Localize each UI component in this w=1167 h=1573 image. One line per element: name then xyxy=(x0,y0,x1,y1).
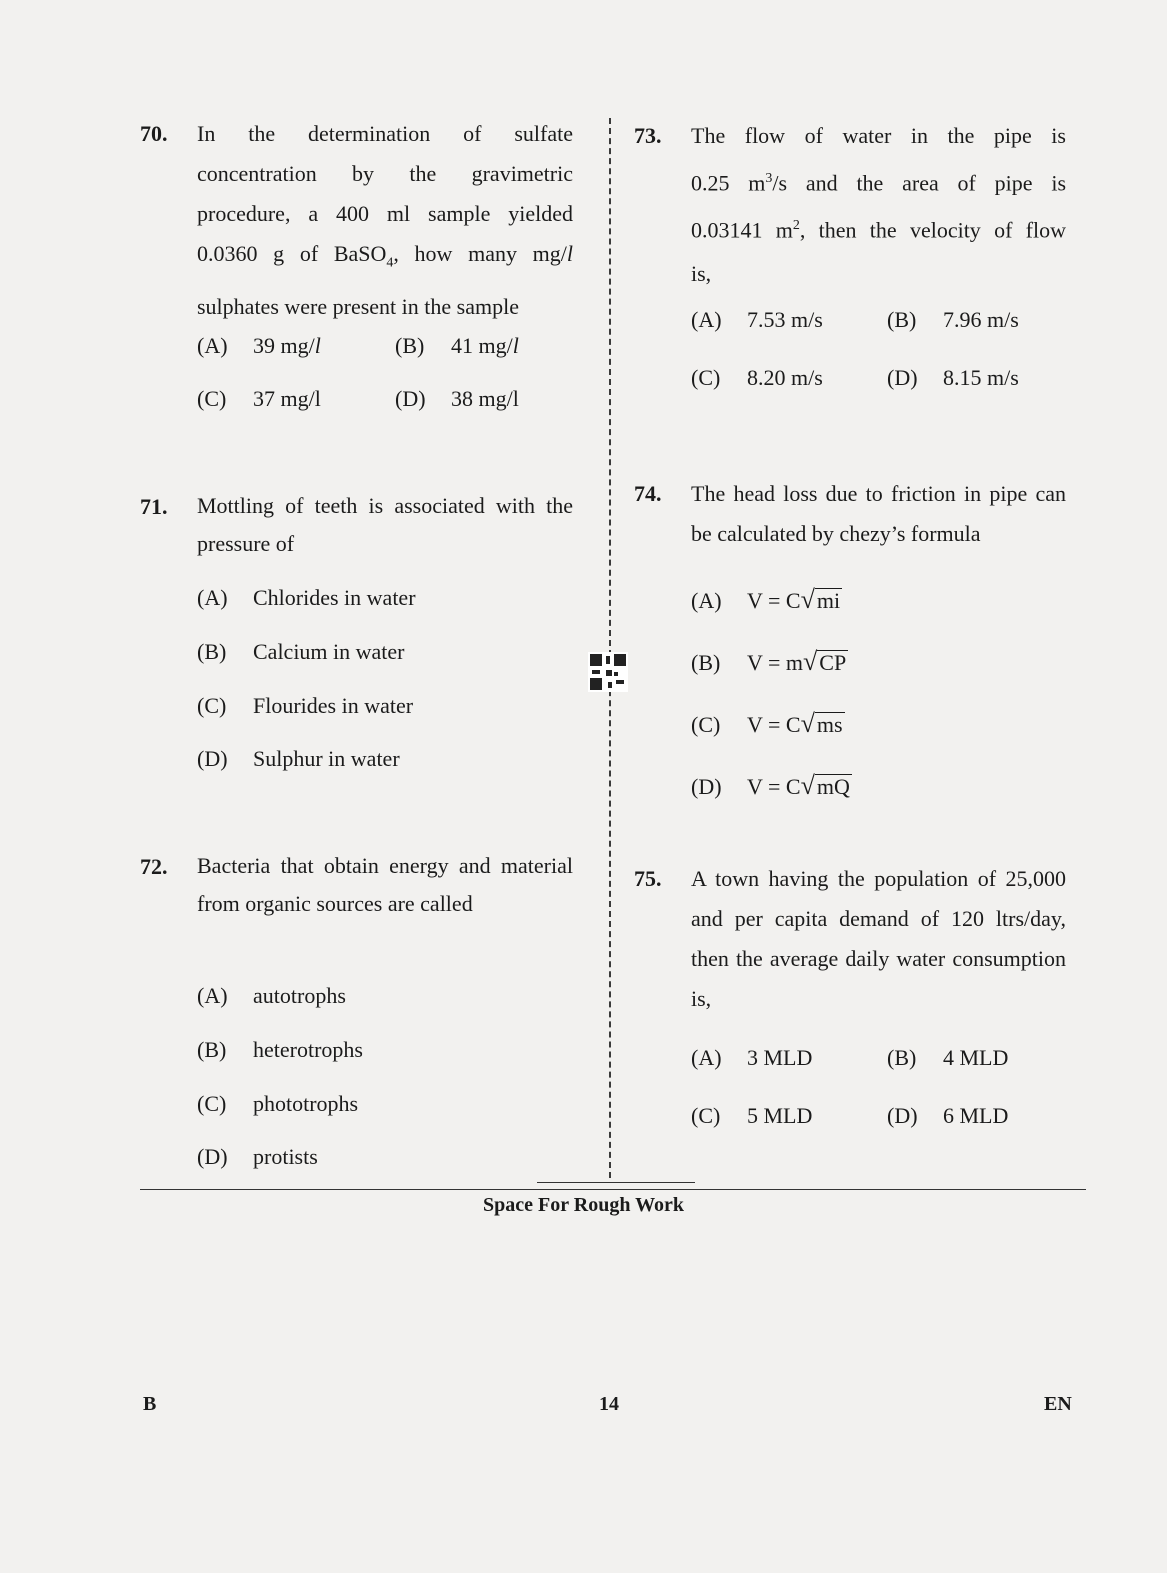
option-d[interactable]: (D) Sulphur in water xyxy=(197,746,400,771)
option-d[interactable]: (D) 38 mg/l xyxy=(395,386,519,411)
option-d[interactable]: (D) protists xyxy=(197,1144,318,1169)
option-c[interactable]: (C) 37 mg/l xyxy=(197,386,321,411)
option-a[interactable]: (A) 3 MLD xyxy=(691,1045,813,1070)
question-text: In the determination of sulfate concentration by the gravimetric procedure, a 400 ml sample yielded 0.0360 g of BaSO$_4$, how many mg/l sulphates were present in the sample xyxy=(197,121,573,320)
option-d[interactable]: (D) 6 MLD xyxy=(887,1103,1009,1128)
option-b[interactable]: (B) 4 MLD xyxy=(887,1045,1009,1070)
question-text: The head loss due to friction in pipe can be calculated by chezy’s formula xyxy=(691,481,1066,546)
question-text: The flow of water in the pipe is 0.25 $m^3/s$ and the area of pipe is 0.03141 $m^2$, then the velocity of flow is, xyxy=(691,123,1067,286)
column-divider xyxy=(609,118,611,1178)
question-number: 70. xyxy=(140,121,168,146)
option-b[interactable]: (B) V = m√CP xyxy=(691,647,847,676)
question-text: A town having the population of 25,000 and per capita demand of 120 ltrs/day, then the average daily water consumption is, xyxy=(691,866,1066,1011)
divider-line xyxy=(140,1189,1086,1190)
option-c[interactable]: (C) V = C√ms xyxy=(691,709,843,738)
option-a[interactable]: (A) autotrophs xyxy=(197,983,346,1008)
option-d[interactable]: (D) V = C√mQ xyxy=(691,771,850,800)
option-c[interactable]: (C) 5 MLD xyxy=(691,1103,813,1128)
option-a[interactable]: (A) V = C√mi xyxy=(691,585,841,614)
option-b[interactable]: (B) 41 mg/l xyxy=(395,333,519,358)
option-a[interactable]: (A) Chlorides in water xyxy=(197,585,416,610)
option-c[interactable]: (C) phototrophs xyxy=(197,1091,359,1116)
option-b[interactable]: (B) Calcium in water xyxy=(197,639,405,664)
option-b[interactable]: (B) 7.96 m/s xyxy=(887,307,1019,332)
qr-code-icon xyxy=(588,652,628,692)
question-number: 73. xyxy=(634,123,662,148)
option-c[interactable]: (C) 8.20 m/s xyxy=(691,365,823,390)
footer-booklet-series: B xyxy=(143,1393,157,1415)
option-b[interactable]: (B) heterotrophs xyxy=(197,1037,363,1062)
question-number: 75. xyxy=(634,866,662,891)
divider-short xyxy=(537,1182,695,1183)
question-text: Bacteria that obtain energy and material from organic sources are called xyxy=(197,853,573,916)
option-d[interactable]: (D) 8.15 m/s xyxy=(887,365,1019,390)
footer-language: EN xyxy=(1044,1393,1072,1415)
rough-work-label: Space For Rough Work xyxy=(483,1194,684,1216)
question-number: 71. xyxy=(140,494,168,519)
question-text: Mottling of teeth is associated with the pressure of xyxy=(197,493,573,556)
footer-page-number: 14 xyxy=(599,1393,619,1415)
question-number: 74. xyxy=(634,481,662,506)
option-a[interactable]: (A) 7.53 m/s xyxy=(691,307,823,332)
option-c[interactable]: (C) Flourides in water xyxy=(197,693,414,718)
option-a[interactable]: (A) 39 mg/l xyxy=(197,333,321,358)
question-number: 72. xyxy=(140,854,168,879)
